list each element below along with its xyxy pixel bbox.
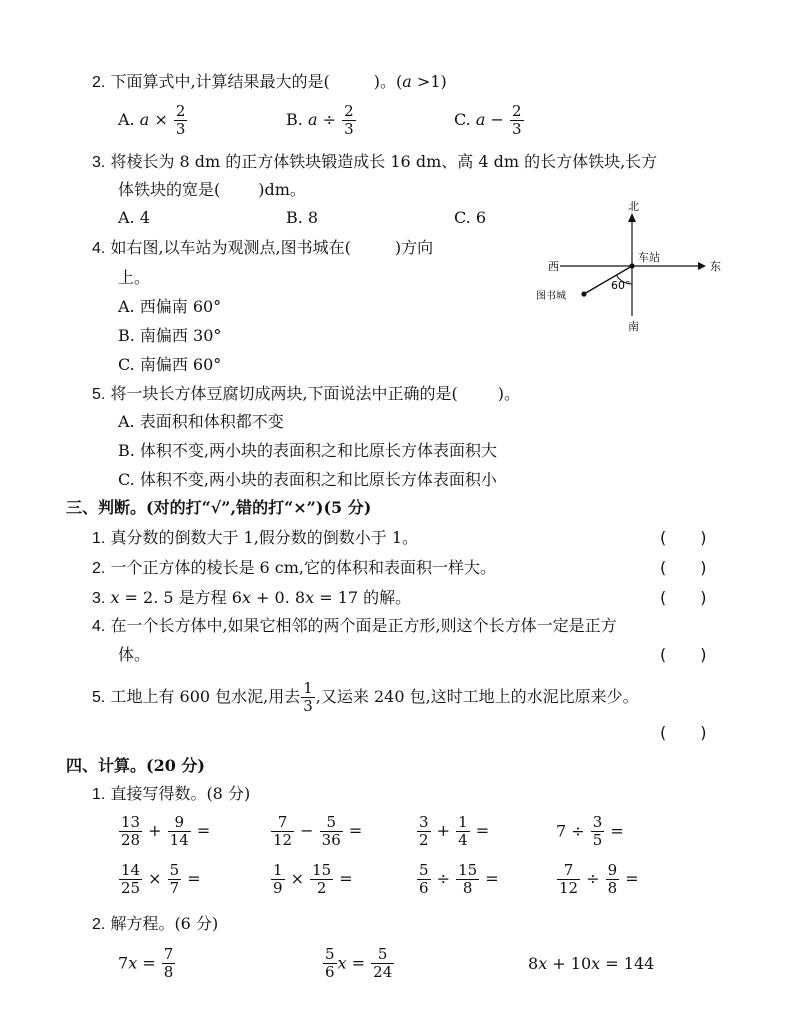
item-text: 工地上有 600 包水泥,用去 <box>110 686 301 706</box>
numerator: 3 <box>592 813 603 831</box>
numerator: 5 <box>169 861 180 879</box>
fraction <box>371 946 394 981</box>
q4-number: 4. <box>92 240 106 257</box>
denominator: 8 <box>462 878 473 897</box>
option-op: × <box>149 109 173 129</box>
item-number: 2. <box>92 560 106 577</box>
q3-text-b: )dm。 <box>258 180 306 199</box>
item-var: x <box>305 588 315 607</box>
paren-right: ) <box>700 558 707 577</box>
fraction <box>606 862 620 897</box>
q3-option-a[interactable]: A. 4 <box>118 208 150 227</box>
paren-right: ) <box>700 528 707 547</box>
north-label: 北 <box>628 200 639 213</box>
q3-text: 将棱长为 8 dm 的正方体铁块锻造成长 16 dm、高 4 dm 的长方体铁块,长方 <box>110 152 658 171</box>
option-var: a <box>139 109 150 129</box>
sub-number: 2. <box>92 916 106 933</box>
calc-subtitle-1 <box>92 786 250 803</box>
east-arrow-icon <box>698 262 706 270</box>
denominator: 6 <box>325 962 335 981</box>
q2-text-b: )。( <box>373 72 403 91</box>
numerator: 1 <box>273 861 283 879</box>
equals: = <box>343 820 363 840</box>
fraction <box>557 862 580 897</box>
q4-option-c[interactable]: C. 南偏西 60° <box>118 355 222 374</box>
option-label: B. <box>286 109 308 129</box>
item-var: x <box>241 588 251 607</box>
denominator: 8 <box>163 962 174 981</box>
option-label: A. <box>118 109 140 129</box>
operator: ÷ <box>566 821 590 841</box>
item-text: = 2. 5 是方程 6 <box>119 588 242 607</box>
answer-box-1[interactable] <box>660 530 707 546</box>
operator: × <box>285 868 310 888</box>
q4-option-b[interactable]: B. 南偏西 30° <box>118 326 222 345</box>
fraction <box>271 862 285 897</box>
option-var: a <box>475 109 486 129</box>
paren-right: ) <box>700 588 707 607</box>
variable: x <box>591 954 601 973</box>
answer-box-3[interactable] <box>660 590 707 606</box>
denominator: 2 <box>316 878 327 897</box>
fraction <box>591 814 605 849</box>
q5-number: 5. <box>92 386 106 403</box>
q4-line2: 上。 <box>118 268 151 287</box>
q3-line2 <box>118 182 306 198</box>
numerator: 1 <box>303 679 313 697</box>
q2-text-a: 下面算式中,计算结果最大的是( <box>110 72 330 91</box>
q3-line1 <box>92 154 657 171</box>
paren-left: ( <box>660 723 667 742</box>
q5-option-c[interactable]: C. 体积不变,两小块的表面积之和比原长方体表面积小 <box>118 470 497 489</box>
numerator: 5 <box>419 861 429 879</box>
q4-line1 <box>92 240 433 257</box>
denominator: 5 <box>592 830 603 849</box>
numerator: 9 <box>607 861 618 879</box>
q5-text-b: )。 <box>497 384 521 403</box>
variable: x <box>128 953 138 973</box>
calc-r2-c4[interactable] <box>556 862 639 897</box>
option-fraction <box>342 103 356 138</box>
q2-number: 2. <box>92 74 106 91</box>
equation-1[interactable] <box>118 946 176 981</box>
calc-r2-c3[interactable] <box>416 862 499 897</box>
calc-r2-c2[interactable] <box>270 862 353 897</box>
denominator: 12 <box>273 830 293 849</box>
denominator: 12 <box>559 878 579 897</box>
fraction <box>417 814 431 849</box>
paren-right: ) <box>700 723 707 742</box>
equals: = <box>480 868 499 888</box>
denominator: 8 <box>607 878 618 897</box>
numerator: 3 <box>419 813 429 831</box>
sub-number: 1. <box>92 786 106 803</box>
item-fraction <box>301 680 315 715</box>
judge-item-5 <box>92 680 639 715</box>
fraction <box>271 814 294 849</box>
fraction <box>456 862 479 897</box>
item-text: = 17 的解。 <box>314 588 412 607</box>
answer-box-4[interactable] <box>660 647 707 663</box>
numerator: 7 <box>557 862 580 880</box>
equals: = <box>605 821 624 841</box>
denominator: 6 <box>419 878 429 897</box>
fraction <box>320 814 343 849</box>
numerator: 15 <box>312 861 332 879</box>
judge-item-4-line2: 体。 <box>118 645 151 664</box>
paren-right: ) <box>700 645 707 664</box>
equation-3[interactable] <box>528 956 654 972</box>
denominator: 28 <box>121 830 141 849</box>
denominator: 36 <box>321 830 341 849</box>
option-var: a <box>307 109 318 129</box>
option-label: C. <box>454 109 476 129</box>
equals: = <box>620 868 639 888</box>
denominator: 3 <box>303 696 313 715</box>
sub-title: 解方程。(6 分) <box>110 914 219 933</box>
q4-text-a: 如右图,以车站为观测点,图书城在( <box>110 238 351 257</box>
answer-box-5[interactable] <box>660 725 707 741</box>
library-label: 图书城 <box>536 291 566 302</box>
east-label: 东 <box>710 260 721 273</box>
q2-stem <box>92 74 447 91</box>
term: = 144 <box>600 954 655 973</box>
fraction <box>310 862 333 897</box>
denominator: 14 <box>169 830 189 849</box>
equals: = <box>334 868 353 888</box>
q5-option-a[interactable]: A. 表面积和体积都不变 <box>118 412 284 431</box>
q5-text-a: 将一块长方体豆腐切成两块,下面说法中正确的是( <box>110 384 458 403</box>
judge-item-1 <box>92 530 418 547</box>
equals: = <box>137 953 161 973</box>
denominator: 25 <box>121 878 141 897</box>
judge-item-2 <box>92 560 496 577</box>
item-var: x <box>110 588 120 607</box>
denominator: 3 <box>175 119 186 138</box>
item-number: 3. <box>92 590 106 607</box>
coefficient: 8 <box>528 954 539 973</box>
q3-option-c[interactable]: C. 6 <box>454 208 487 227</box>
option-op: ÷ <box>317 109 342 129</box>
calc-r1-c3[interactable] <box>416 814 489 849</box>
fraction <box>323 946 337 981</box>
q2-cond: >1) <box>411 72 447 91</box>
q2-option-a[interactable] <box>118 103 188 138</box>
calc-subtitle-2 <box>92 916 218 933</box>
equals: = <box>346 953 371 973</box>
west-label: 西 <box>548 260 559 273</box>
whole-number: 7 <box>556 821 567 841</box>
calc-r2-c1[interactable] <box>118 862 201 897</box>
option-fraction <box>510 103 524 138</box>
q3-text-a: 体铁块的宽是( <box>118 180 221 199</box>
station-point <box>629 263 634 268</box>
equals: = <box>191 820 211 840</box>
numerator: 5 <box>371 946 394 964</box>
calc-r1-c2[interactable] <box>270 814 362 849</box>
denominator: 4 <box>458 830 468 849</box>
numerator: 2 <box>344 102 354 120</box>
q4-option-a[interactable]: A. 西偏南 60° <box>118 297 222 316</box>
section3-title: 三、判断。(对的打“√”,错的打“×”)(5 分) <box>66 498 372 517</box>
paren-left: ( <box>660 645 667 664</box>
operator: + <box>431 820 456 840</box>
paren-left: ( <box>660 528 667 547</box>
operator: − <box>295 820 319 840</box>
term: + 10 <box>547 954 592 973</box>
calc-r1-c4[interactable] <box>556 814 624 849</box>
q5-option-b[interactable]: B. 体积不变,两小块的表面积之和比原长方体表面积大 <box>118 441 498 460</box>
denominator: 9 <box>273 878 283 897</box>
station-label: 车站 <box>638 251 660 264</box>
sub-title: 直接写得数。(8 分) <box>110 784 251 803</box>
operator: ÷ <box>581 868 605 888</box>
q2-option-c[interactable] <box>454 103 525 138</box>
south-label: 南 <box>628 320 639 333</box>
section4-title: 四、计算。(20 分) <box>66 756 205 775</box>
numerator: 7 <box>163 945 174 963</box>
numerator: 15 <box>458 861 478 879</box>
operator: + <box>143 820 167 840</box>
numerator: 2 <box>175 102 186 120</box>
equals: = <box>182 868 201 888</box>
denominator: 7 <box>169 878 180 897</box>
denominator: 3 <box>511 119 522 138</box>
fraction <box>417 862 431 897</box>
q5-stem <box>92 386 520 403</box>
variable: x <box>538 954 548 973</box>
item-text: 真分数的倒数大于 1,假分数的倒数小于 1。 <box>110 528 419 547</box>
option-op: − <box>485 109 509 129</box>
fraction <box>456 814 470 849</box>
q2-cond-var: a <box>402 72 412 91</box>
numerator: 13 <box>121 813 141 831</box>
north-arrow-icon <box>628 213 636 222</box>
q3-number: 3. <box>92 154 106 171</box>
angle-label: 60° <box>611 279 631 292</box>
coefficient: 7 <box>118 953 129 973</box>
numerator: 9 <box>168 814 191 832</box>
fraction <box>162 946 176 981</box>
denominator: 3 <box>344 119 354 138</box>
item-number: 1. <box>92 530 106 547</box>
numerator: 5 <box>320 814 343 832</box>
variable: x <box>337 953 347 973</box>
paren-left: ( <box>660 558 667 577</box>
numerator: 14 <box>121 861 141 879</box>
item-text: 一个正方体的棱长是 6 cm,它的体积和表面积一样大。 <box>110 558 497 577</box>
paren-left: ( <box>660 588 667 607</box>
item-text: + 0. 8 <box>250 588 306 607</box>
denominator: 24 <box>373 962 393 981</box>
item-number: 5. <box>92 688 106 706</box>
option-fraction <box>174 103 188 138</box>
numerator: 2 <box>511 102 522 120</box>
q2-option-b[interactable] <box>286 103 357 138</box>
fraction <box>168 862 182 897</box>
operator: × <box>143 868 167 888</box>
answer-box-2[interactable] <box>660 560 707 576</box>
calc-r1-c1[interactable] <box>118 814 210 849</box>
item-number: 4. <box>92 618 106 635</box>
numerator: 1 <box>458 813 468 831</box>
item-text: 在一个长方体中,如果它相邻的两个面是正方形,则这个长方体一定是正方 <box>110 616 617 635</box>
item-text: ,又运来 240 包,这时工地上的水泥比原来少。 <box>315 686 639 706</box>
q4-text-b: )方向 <box>394 238 434 257</box>
numerator: 7 <box>271 814 294 832</box>
compass-diagram <box>520 200 730 340</box>
operator: ÷ <box>431 868 456 888</box>
fraction <box>168 814 191 849</box>
equation-2[interactable] <box>322 946 395 981</box>
library-point <box>581 291 586 296</box>
judge-item-4 <box>92 618 617 635</box>
numerator: 5 <box>325 945 335 963</box>
denominator: 2 <box>419 830 429 849</box>
q3-option-b[interactable]: B. 8 <box>286 208 319 227</box>
equals: = <box>470 820 490 840</box>
fraction <box>119 862 142 897</box>
judge-item-3 <box>92 590 411 607</box>
fraction <box>119 814 142 849</box>
